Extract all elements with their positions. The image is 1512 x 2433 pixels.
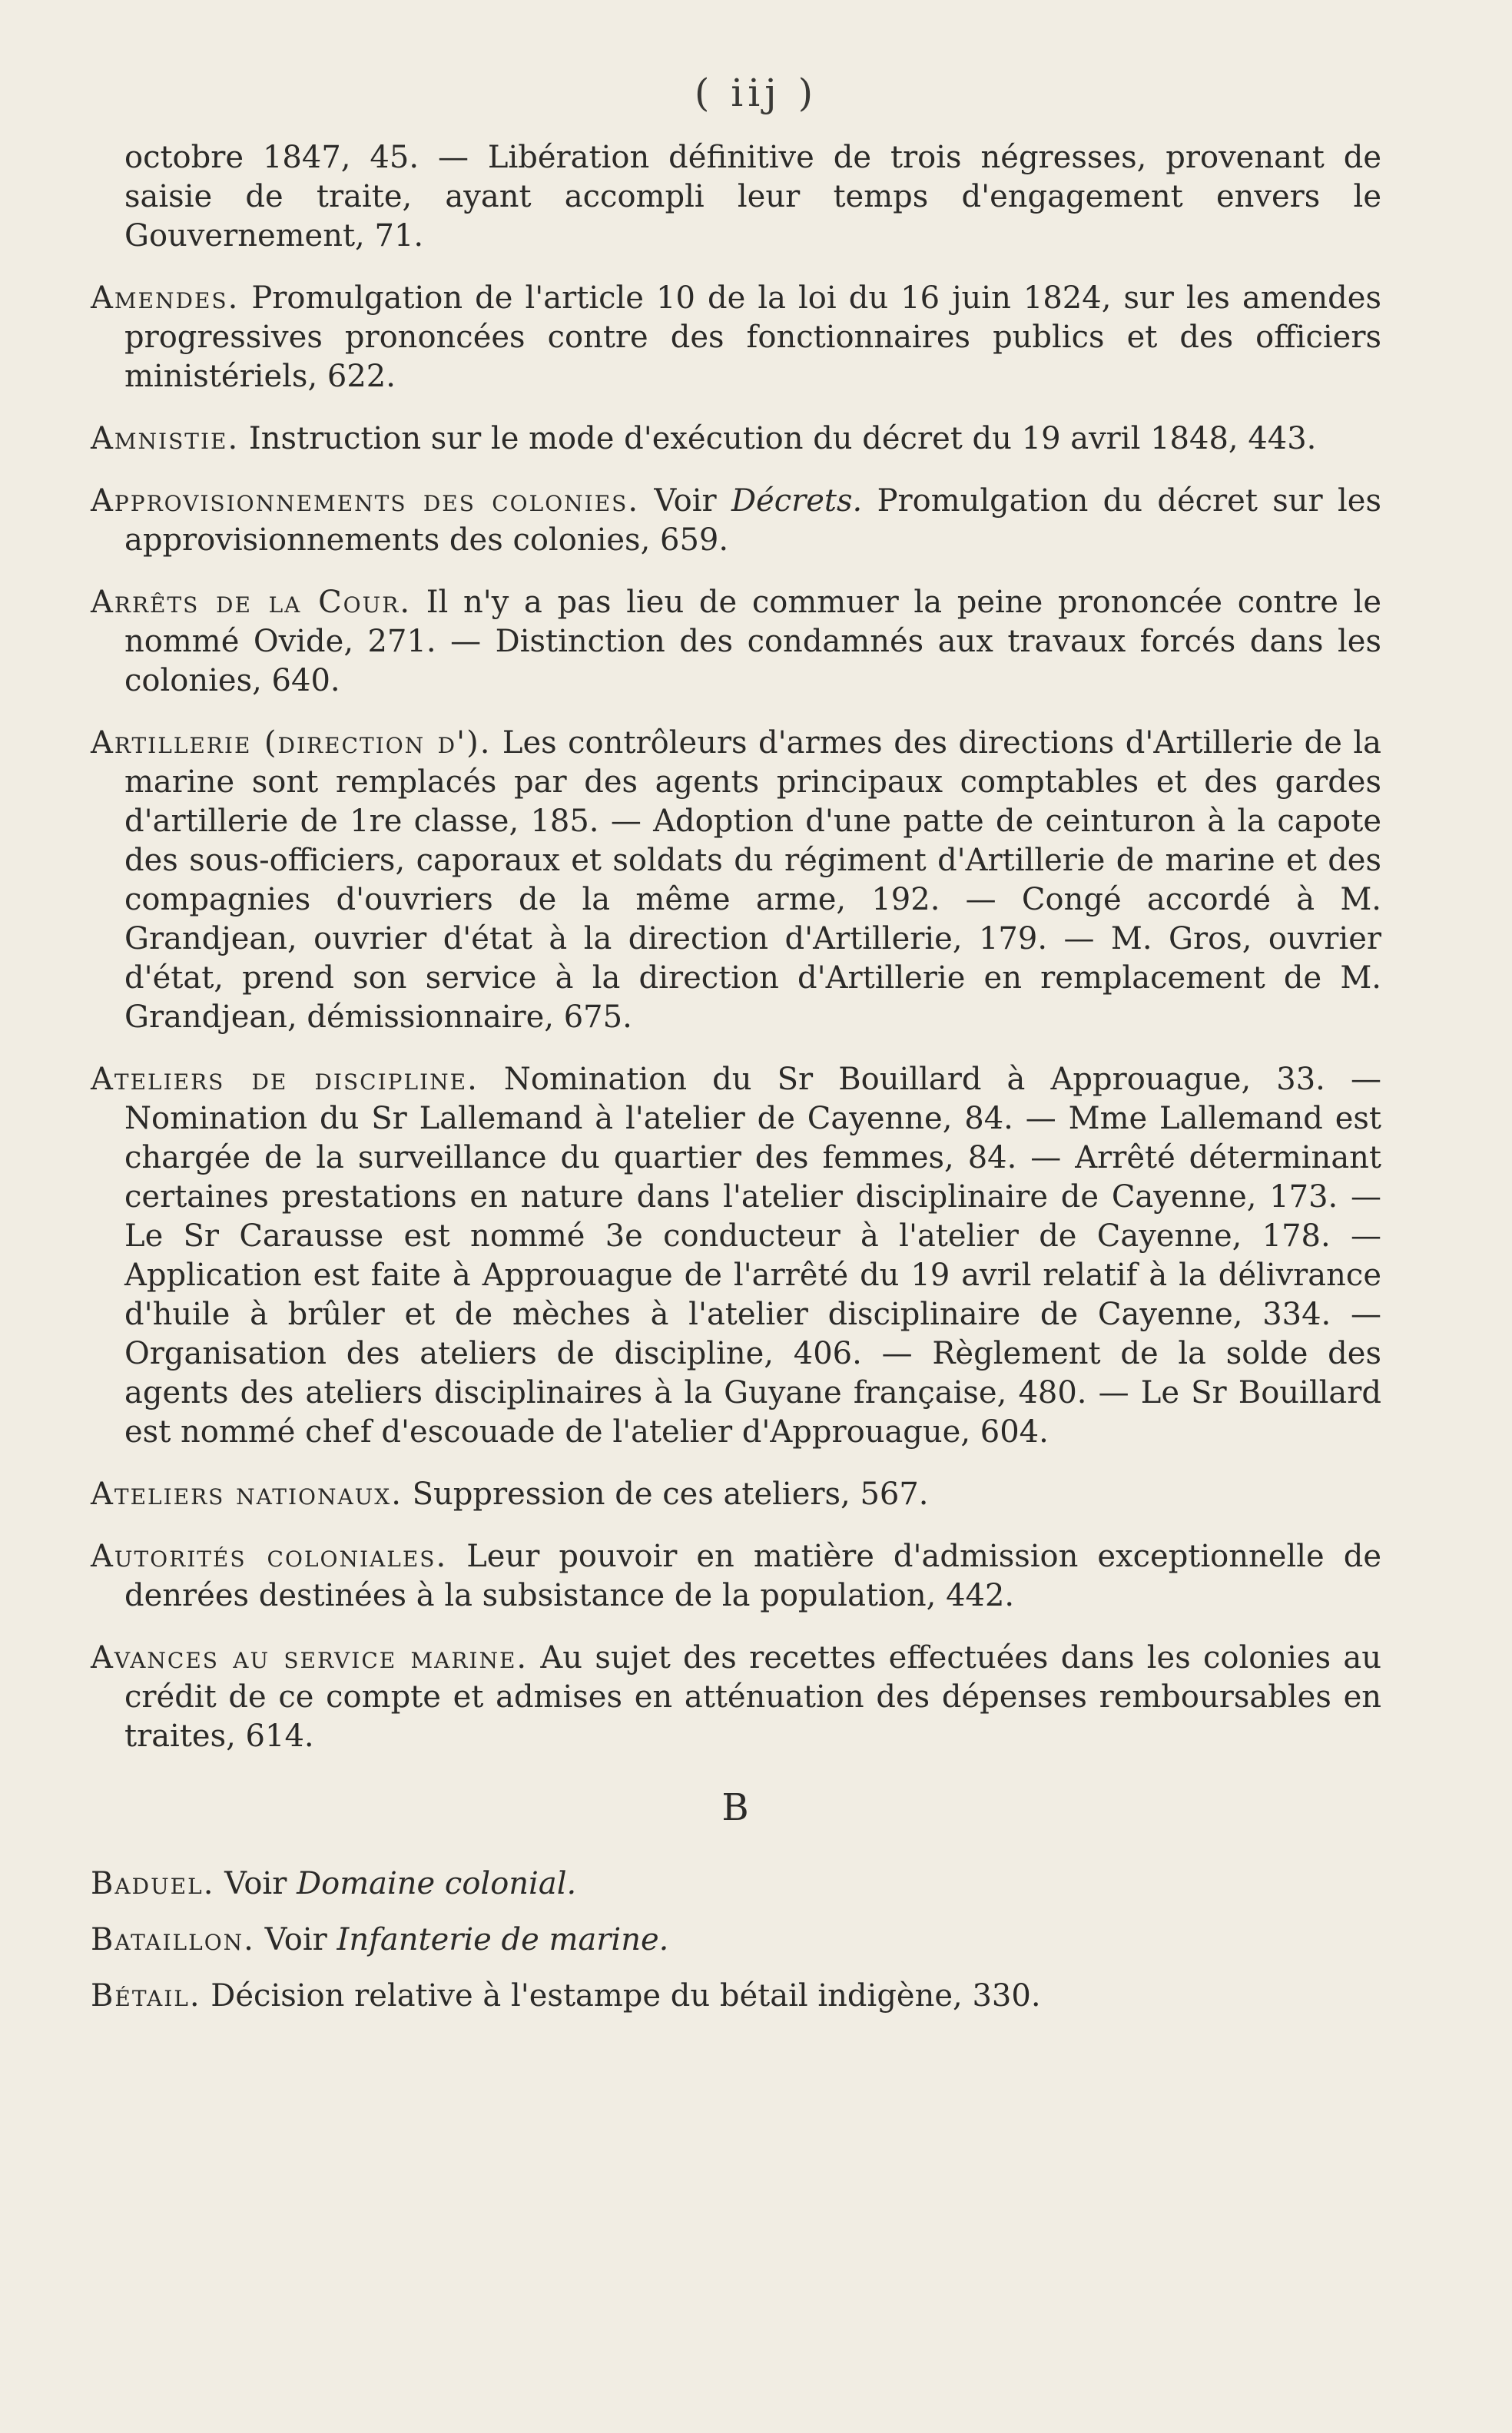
entry-heading: Bataillon. — [91, 1922, 255, 1957]
entry-ateliers-nationaux — [91, 1475, 1381, 1514]
entry-betail — [91, 1977, 1381, 2016]
index-content — [91, 138, 1381, 2033]
entry-reference: Décrets. — [731, 483, 863, 519]
section-letter: B — [721, 1786, 751, 1829]
entry-octobre — [91, 138, 1381, 256]
entry-heading: Avances au service marine. — [91, 1640, 529, 1676]
entry-amnistie — [91, 419, 1381, 459]
page-number: ( iij ) — [694, 71, 818, 115]
entry-text: octobre 1847, 45. — Libération définitive de trois négresses, provenant de saisie de traite, ayant accompli leur temps d'engagement envers le Gouvernement, 71. — [124, 140, 1381, 254]
entry-reference: Domaine colonial. — [297, 1866, 577, 1901]
entry-bataillon — [91, 1921, 1381, 1960]
entry-avances — [91, 1639, 1381, 1756]
entry-text: Il n'y a pas lieu de commuer la peine prononcée contre le nommé Ovide, 271. — Distinction des condamnés aux travaux forcés dans les colonies, 640. — [124, 585, 1382, 698]
entry-heading: Amendes. — [91, 280, 240, 316]
entry-heading: Approvisionnements des colonies. — [91, 483, 640, 519]
entry-text: Nomination du Sr Bouillard à Approuague, 33. — Nomination du Sr Lallemand à l'atelier de Cayenne, 84. — Mme Lallemand est chargée de la surveillance du quartier des femmes, 84. — Arrêté déterminant certaines prestations en nature dans l'atelier disciplinaire de Cayenne, 173. — Le Sr Carausse est nommé 3e conducteur à l'atelier de Cayenne, 178. — Application est faite à Approuague de l'arrêté du 19 avril relatif à la délivrance d'huile à brûler et de mèches à l'atelier disciplinaire de Cayenne, 334. — Organisation des ateliers de discipline, 406. — Règlement de la solde des agents des ateliers disciplinaires à la Guyane française, 480. — Le Sr Bouillard est nommé chef d'escouade de l'atelier d'Approuague, 604. — [124, 1062, 1381, 1450]
entry-heading: Autorités coloniales. — [91, 1539, 448, 1574]
entry-text: Au sujet des recettes effectuées dans les colonies au crédit de ce compte et admises en atténuation des dépenses remboursables en traites, 614. — [124, 1640, 1381, 1754]
entry-baduel — [91, 1865, 1381, 1904]
entry-amendes — [91, 279, 1381, 396]
entry-heading: Amnistie. — [91, 421, 240, 456]
entry-approvisionnements — [91, 482, 1381, 560]
entry-text: Suppression de ces ateliers, 567. — [402, 1477, 929, 1512]
entry-artillerie — [91, 724, 1381, 1037]
entry-see: Voir — [639, 483, 731, 519]
entry-see: Voir — [214, 1866, 297, 1901]
entry-heading: Bétail. — [91, 1978, 201, 2014]
entry-arrets — [91, 583, 1381, 701]
entry-text: Promulgation de l'article 10 de la loi du 16 juin 1824, sur les amendes progressives prononcées contre des fonctionnaires publics et des officiers ministériels, 622. — [124, 280, 1381, 394]
entry-text: Promulgation du décret sur les approvisionnements des colonies, 659. — [124, 483, 1382, 558]
entry-ateliers-discipline — [91, 1060, 1381, 1452]
entry-heading: Artillerie (direction d'). — [91, 725, 492, 761]
entry-heading: Arrêts de la Cour. — [91, 585, 412, 620]
entry-heading: Ateliers nationaux. — [91, 1477, 403, 1512]
entry-text: Décision relative à l'estampe du bétail indigène, 330. — [201, 1978, 1041, 2014]
entry-text: Les contrôleurs d'armes des directions d'Artillerie de la marine sont remplacés par des agents principaux comptables et des gardes d'artillerie de 1re classe, 185. — Adoption d'une patte de ceinturon à la capote des sous-officiers, caporaux et soldats du régiment d'Artillerie de marine et des compagnies d'ouvriers de la même arme, 192. — Congé accordé à M. Grandjean, ouvrier d'état à la direction d'Artillerie, 179. — M. Gros, ouvrier d'état, prend son service à la direction d'Artillerie en remplacement de M. Grandjean, démissionnaire, 675. — [124, 725, 1381, 1035]
entry-autorites — [91, 1537, 1381, 1616]
entry-text: Instruction sur le mode d'exécution du décret du 19 avril 1848, 443. — [239, 421, 1317, 456]
entry-text: Leur pouvoir en matière d'admission exceptionnelle de denrées destinées à la subsistance de la population, 442. — [124, 1539, 1381, 1613]
entry-reference: Infanterie de marine. — [337, 1922, 669, 1957]
entry-heading: Baduel. — [91, 1866, 215, 1901]
entry-see: Voir — [254, 1922, 337, 1957]
entry-heading: Ateliers de discipline. — [91, 1062, 479, 1097]
